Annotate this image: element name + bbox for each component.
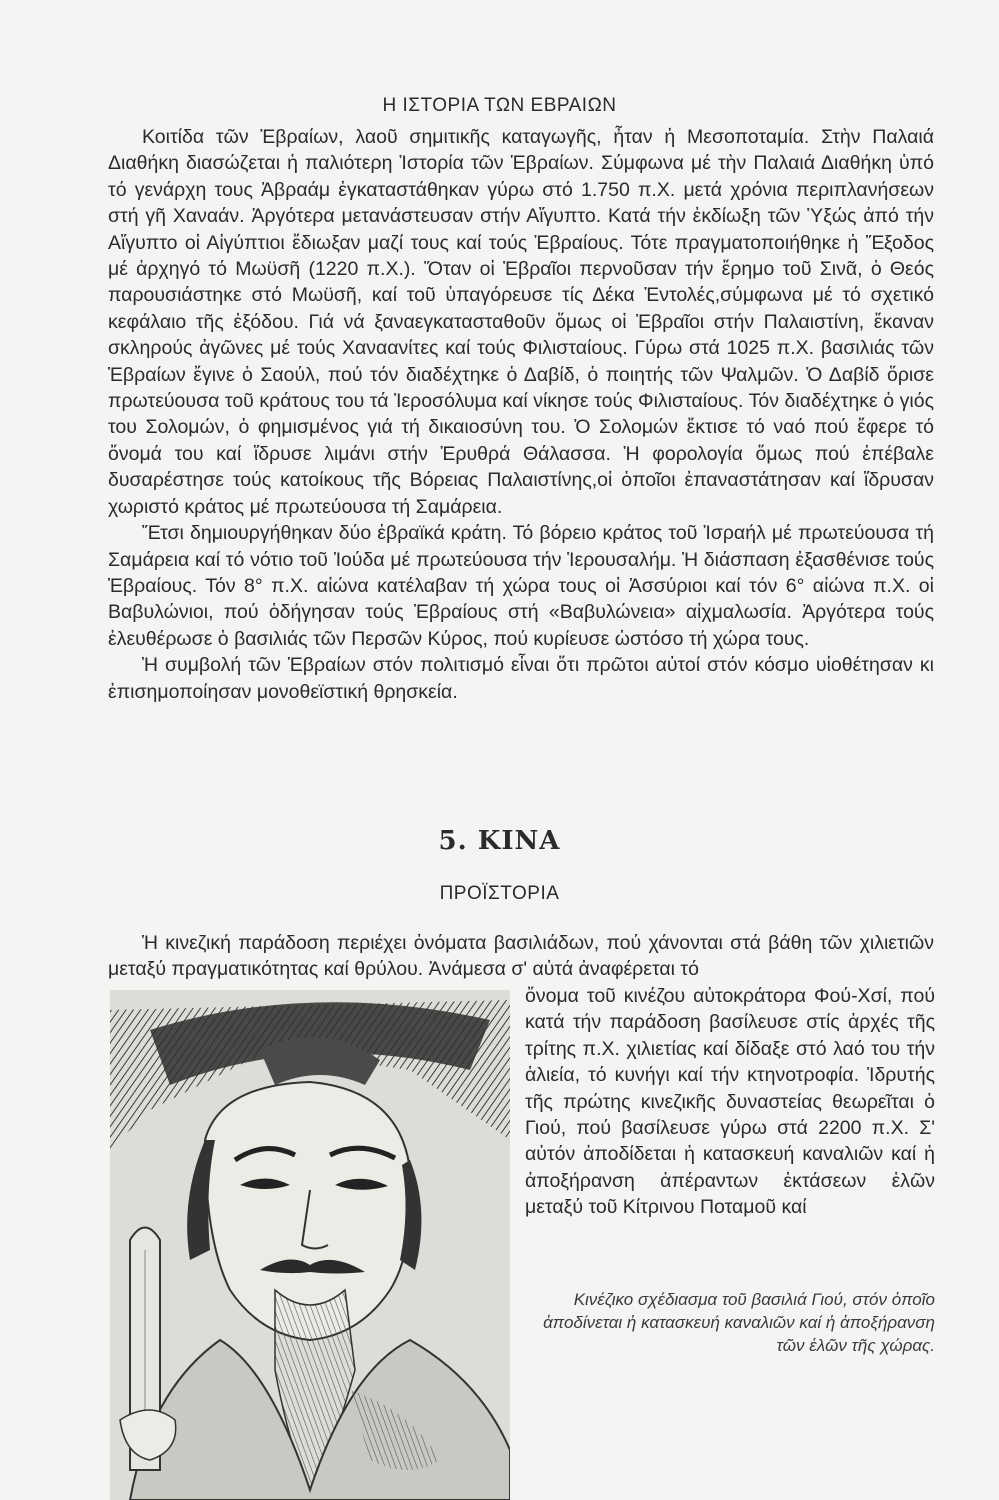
hebrews-text [108,124,934,705]
paragraph-3: Ἡ συμβολή τῶν Ἑβραίων στόν πολιτισμό εἶναι ὅτι πρῶτοι αὐτοί στόν κόσμο υἱοθέτησαν κι ἐπισημοποίησαν μονοθεϊστική θρησκεία. [108,654,934,703]
chapter-title: 5. ΚΙΝΑ [438,826,561,856]
china-wrap-text [525,983,935,1221]
portrait-caption: Κινέζικο σχέδιασμα τοῦ βασιλιά Γιού, στόν ὁποῖο ἀποδίνεται ἡ κατασκευή καναλιῶν καί ἡ ἀποξήρανση τῶν ἑλῶν τῆς χώρας. [543,1290,935,1355]
section-heading: Η ΙΣΤΟΡΙΑ ΤΩΝ ΕΒΡΑΙΩΝ [382,95,617,116]
paragraph-1: Κοιτίδα τῶν Ἑβραίων, λαοῦ σημιτικῆς καταγωγῆς, ἦταν ἡ Μεσοποταμία. Στὴν Παλαιά Διαθήκη διασώζεται ἡ παλιότερη Ἱστορία τῶν Ἑβραίων. Σύμφωνα μέ τὴν Παλαιά Διαθήκη ὑπό τό γενάρχη τους Ἀβραάμ ἐγκαταστάθηκαν γύρω στό 1.750 π.Χ. μετά χρόνια περιπλανήσεων στή γῆ Χαναάν. Ἀργότερα μετανάστευσαν στήν Αἴγυπτο. Κατά τήν ἐκδίωξη τῶν Ὑξώς ἀπό τήν Αἴγυπτο οἱ Αἰγύπτιοι ἔδιωξαν μαζί τους καί τούς Ἑβραίους. Τότε πραγματοποιήθηκε ἡ Ἔξοδος μέ ἀρχηγό τό Μωϋσῆ (1220 π.Χ.). Ὅταν οἱ Ἑβραῖοι περνοῦσαν τήν ἔρημο τοῦ Σινᾶ, ὁ Θεός παρουσιάστηκε στό Μωϋσῆ, καί τοῦ ὑπαγόρευσε τίς Δέκα Ἐντολές,σύμφωνα μέ τό σχετικό κεφάλαιο τῆς ἐξόδου. Γιά νά ξαναεγκατασταθοῦν ὅμως οἱ Ἑβραῖοι στήν Παλαιστίνη, ἔκαναν σκληρούς ἀγῶνες μέ τούς Χαναανίτες καί τούς Φιλισταίους. Γύρω στά 1025 π.Χ. βασιλιάς τῶν Ἑβραίων ἔγινε ὁ Σαούλ, πού τόν διαδέχτηκε ὁ Δαβίδ, ὁ ποιητής τῶν Ψαλμῶν. Ὁ Δαβίδ ὅρισε πρωτεύουσα τοῦ κράτους του τά Ἱεροσόλυμα καί νίκησε τούς Φιλισταίους. Τόν διαδέχτηκε ὁ γιός του Σολομών, ὁ φημισμένος γιά τή δικαιοσύνη του. Ὁ Σολομών ἔκτισε τό ναό πού ἔφερε τό ὄνομά του καί ἵδρυσε λιμάνι στήν Ἐρυθρά Θάλασσα. Ἡ φορολογία ὅμως πού ἐπέβαλε δυσαρέστησε τούς κατοίκους τῆς Βόρειας Παλαιστίνης,οἱ ὁποῖοι ἐπαναστάτησαν καί ἵδρυσαν χωριστό κράτος μέ πρωτεύουσα τή Σαμάρεια. [108,126,934,518]
china-intro-paragraph: Ἡ κινεζική παράδοση περιέχει ὀνόματα βασιλιάδων, πού χάνονται στά βάθη τῶν χιλιετιῶν μεταξύ πραγματικότητας καί θρύλου. Ἀνάμεσα σ' αὐτά ἀναφέρεται τό [108,932,934,981]
china-intro [108,930,934,983]
emperor-yu-portrait [110,990,510,1500]
paragraph-2: Ἔτσι δημιουργήθηκαν δύο ἑβραϊκά κράτη. Τό βόρειο κράτος τοῦ Ἰσραήλ μέ πρωτεύουσα τή Σαμάρεια καί τό νότιο τοῦ Ἰούδα μέ πρωτεύουσα τήν Ἱερουσαλήμ. Ἡ διάσπαση ἐξασθένισε τούς Ἑβραίους. Τόν 8° π.Χ. αἰώνα κατέλαβαν τή χώρα τους οἱ Ἀσσύριοι καί τόν 6° αἰώνα π.Χ. οἱ Βαβυλώνιοι, πού ὁδήγησαν τούς Ἑβραίους στή «Βαβυλώνεια» αἰχμαλωσία. Ἀργότερα τούς ἐλευθέρωσε ὁ βασιλιάς τῶν Περσῶν Κύρος, πού κυρίευσε ὡστόσο τή χώρα τους. [108,522,934,650]
china-wrap-paragraph: ὄνομα τοῦ κινέζου αὐτοκράτορα Φού-Χσί, πού κατά τήν παράδοση βασίλευσε στίς ἀρχές τῆς τρίτης π.Χ. χιλιετίας καί δίδαξε στό λαό του τήν ἁλιεία, τό κυνήγι καί τήν κτηνοτροφία. Ἱδρυτής τῆς πρώτης κινεζικῆς δυναστείας θεωρεῖται ὁ Γιού, πού βασίλευσε γύρω στά 2200 π.Χ. Σ' αὐτόν ἀποδίδεται ἡ κατασκευή καναλιῶν καί ἡ ἀποξήρανση ἀπέραντων ἐκτάσεων ἑλῶν μεταξύ τοῦ Κίτρινου Ποταμοῦ καί [525,985,935,1219]
subsection-heading: ΠΡΟΪΣΤΟΡΙΑ [439,883,560,904]
